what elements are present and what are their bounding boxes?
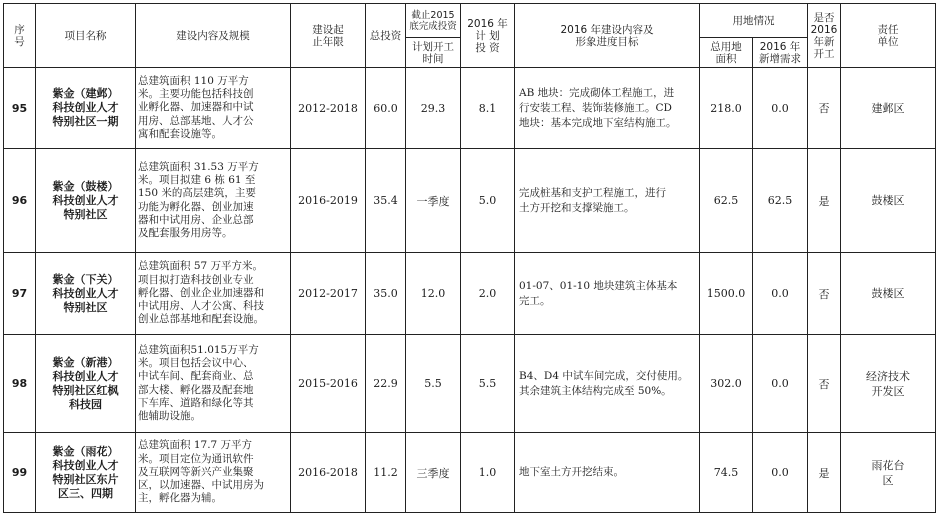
cell-content-line: 及互联网等新兴产业集聚 [138,465,254,478]
cell-land-new: 0.0 [753,253,808,335]
cell-unit-line: 鼓楼区 [871,194,905,207]
cell-land-new: 62.5 [753,149,808,253]
header-total: 总投资 [366,4,406,68]
cell-content-line: 米。项目拟建 6 栋 61 至 [138,173,256,186]
header-progress-line: 2016 年建设内容及 [560,23,654,36]
cell-land-total: 218.0 [700,68,753,149]
cell-period: 2012-2018 [291,68,366,149]
header-new-start-line: 是否 [813,11,835,24]
cell-content-line: 下车库、道路和绿化等其 [138,396,254,409]
cell-project-name-line: 特别社区一期 [52,115,119,128]
cell-content [136,68,291,149]
table-row [4,68,936,149]
cell-land-total: 302.0 [700,335,753,433]
cell-total: 22.9 [366,335,406,433]
header-seq-line: 序 [14,23,25,36]
cell-project-name [36,149,136,253]
cell-content-line: 用房、总部基地、人才公 [138,114,254,127]
cell-project-name-line: 特别社区 [63,207,108,221]
cell-total: 35.0 [366,253,406,335]
header-new-start [808,4,841,68]
header-new-start-line: 年新 [813,35,835,48]
cell-seq: 99 [4,433,36,513]
cell-content-line: 部大楼、孵化器及配套地 [138,383,254,396]
cell-content-line: 及配套服务用房等。 [138,227,233,240]
cell-content-line: 总建筑面积 57 万平方米。 [138,260,264,273]
cell-unit [841,68,936,149]
header-cumulative [406,4,461,38]
cell-content-line: 中试车间、配套商业、总 [138,370,254,383]
cell-cumulative: 12.0 [406,253,461,335]
cell-unit [841,149,936,253]
cell-content-line: 区，以加速器、中试用房为 [138,479,264,492]
header-invest-line: 2016 年 [467,17,508,30]
table-header [4,4,936,68]
header-period [291,4,366,68]
cell-unit-line: 建邺区 [871,101,905,115]
header-invest-2016 [461,4,515,68]
cell-land-new: 0.0 [753,335,808,433]
cell-land-total: 1500.0 [700,253,753,335]
cell-project-name-line: 科技创业人才 [52,193,119,207]
cell-project-name-line: 紫金（建邺） [52,87,119,100]
cell-progress-line: B4、D4 中试车间完成，交付使用。 [519,369,689,382]
cell-content-line: 业孵化器、加速器和中试 [138,101,254,114]
cell-project-name-line: 区三、四期 [58,486,113,500]
cell-content-line: 器和中试用房、企业总部 [138,213,254,226]
cell-project-name-line: 特别社区 [63,300,108,314]
cell-seq: 95 [4,68,36,149]
cell-invest-2016: 5.5 [461,335,515,433]
cell-invest-2016: 2.0 [461,253,515,335]
cell-content-line: 项目拟打造科技创业专业 [138,273,254,286]
cell-cumulative: 三季度 [406,433,461,513]
cell-progress [515,68,700,149]
cell-total: 60.0 [366,68,406,149]
cell-content [136,253,291,335]
cell-project-name-line: 特别社区东片 [52,472,119,486]
cell-content-line: 总建筑面积51.015万平方 [138,343,259,356]
cell-period: 2016-2019 [291,149,366,253]
header-invest-line: 计 划 [475,29,500,42]
cell-project-name-line: 紫金（新港） [52,355,119,369]
table-body [4,68,936,513]
header-progress-line: 形象进度目标 [575,35,639,48]
cell-new-start: 是 [808,433,841,513]
cell-progress-line: 其余建筑主体结构完成至 50%。 [519,384,672,397]
header-cumulative-line: 截止2015 [411,9,455,21]
cell-project-name-line: 科技创业人才 [52,369,119,383]
cell-invest-2016: 5.0 [461,149,515,253]
cell-content-line: 他辅助设施。 [138,410,201,423]
cell-new-start: 否 [808,335,841,433]
cell-content-line: 150 米的高层建筑，主要 [138,187,256,200]
header-cumulative-line: 底完成投资 [409,20,457,32]
cell-total: 35.4 [366,149,406,253]
header-unit-line: 责任 [877,23,899,36]
cell-progress [515,335,700,433]
cell-total: 11.2 [366,433,406,513]
cell-cumulative: 一季度 [406,149,461,253]
cell-unit [841,335,936,433]
header-land-new [753,38,808,68]
cell-unit-line: 雨花台 [871,458,905,472]
cell-unit-line: 区 [882,473,894,487]
cell-project-name-line: 科技创业人才 [52,458,119,472]
cell-period: 2016-2018 [291,433,366,513]
cell-content-line: 功能为孵化器、创业加速 [138,200,254,213]
header-land-total [700,38,753,68]
cell-content [136,335,291,433]
cell-progress-line: 完工。 [519,294,551,307]
cell-period: 2015-2016 [291,335,366,433]
cell-seq: 97 [4,253,36,335]
cell-land-new: 0.0 [753,433,808,513]
cell-project-name-line: 科技创业人才 [52,286,119,300]
cell-project-name [36,335,136,433]
header-land: 用地情况 [700,4,808,38]
header-new-start-line: 开工 [813,47,835,60]
header-unit-line: 单位 [877,35,899,48]
cell-project-name [36,253,136,335]
cell-progress [515,433,700,513]
cell-content [136,149,291,253]
cell-content-line: 孵化器、创业企业加速器和 [138,286,264,299]
header-land-total-line: 面积 [715,52,737,65]
cell-progress-line: 地下室土方开挖结束。 [519,466,624,478]
cell-project-name [36,68,136,149]
header-period-line: 建设起 [312,23,344,36]
header-seq [4,4,36,68]
header-plan-start-line: 计划开工 [412,40,454,53]
header-seq-line: 号 [14,35,25,48]
cell-content-line: 创业总部基地和配套设施。 [138,313,264,326]
cell-new-start: 否 [808,253,841,335]
cell-content-line: 总建筑面积 110 万平方 [138,74,249,87]
cell-period: 2012-2017 [291,253,366,335]
header-plan-start-line: 时间 [422,52,444,65]
cell-project-name [36,433,136,513]
cell-progress [515,253,700,335]
cell-unit-line: 鼓楼区 [871,287,905,300]
cell-new-start: 是 [808,149,841,253]
project-table [3,3,936,513]
table-row [4,335,936,433]
cell-unit [841,433,936,513]
cell-seq: 98 [4,335,36,433]
cell-progress [515,149,700,253]
cell-content-line: 米。项目包括会议中心、 [138,356,254,369]
cell-land-total: 62.5 [700,149,753,253]
cell-content-line: 米。主要功能包括科技创 [138,88,254,101]
cell-content [136,433,291,513]
cell-progress-line: 行安装工程、装饰装修施工。CD [519,101,672,114]
header-plan-start [406,38,461,68]
cell-project-name-line: 紫金（鼓楼） [52,179,119,193]
cell-progress-line: 地块：基本完成地下室结构施工。 [519,116,677,129]
cell-land-total: 74.5 [700,433,753,513]
table-row [4,253,936,335]
cell-unit-line: 开发区 [871,384,905,398]
header-name: 项目名称 [36,4,136,68]
cell-progress-line: 完成桩基和支护工程施工，进行 [519,186,666,199]
cell-new-start: 否 [808,68,841,149]
cell-project-name-line: 特别社区红枫 [52,383,119,397]
cell-content-line: 米。项目定位为通讯软件 [138,452,254,465]
cell-content-line: 寓和配套设施等。 [138,127,222,140]
cell-unit-line: 经济技术 [866,369,910,383]
cell-project-name-line: 紫金（雨花） [52,444,119,458]
cell-progress-line: 01-07、01-10 地块建筑主体基本 [519,279,678,292]
cell-progress-line: AB 地块：完成砌体工程施工，进 [519,86,675,99]
cell-land-new: 0.0 [753,68,808,149]
header-land-total-line: 总用地 [710,40,742,53]
header-land-new-line: 新增需求 [759,52,801,65]
header-progress-2016 [515,4,700,68]
cell-cumulative: 29.3 [406,68,461,149]
header-period-line: 止年限 [312,35,344,48]
cell-project-name-line: 科技园 [69,397,102,411]
table-row [4,149,936,253]
cell-project-name-line: 紫金（下关） [52,272,119,286]
cell-seq: 96 [4,149,36,253]
cell-invest-2016: 1.0 [461,433,515,513]
header-invest-line: 投 资 [475,41,500,54]
cell-invest-2016: 8.1 [461,68,515,149]
header-content: 建设内容及规模 [136,4,291,68]
cell-content-line: 总建筑面积 17.7 万平方 [138,439,253,452]
cell-unit [841,253,936,335]
cell-progress-line: 土方开挖和支撑梁施工。 [519,201,635,214]
cell-content-line: 总建筑面积 31.53 万平方 [138,160,259,173]
table-row [4,433,936,513]
header-new-start-line: 2016 [810,23,838,36]
header-unit [841,4,936,68]
cell-content-line: 中试用房、人才公寓、科技 [138,300,264,313]
cell-cumulative: 5.5 [406,335,461,433]
cell-project-name-line: 科技创业人才 [52,101,119,114]
cell-content-line: 主，孵化器为辅。 [138,492,222,505]
header-land-new-line: 2016 年 [759,40,801,53]
